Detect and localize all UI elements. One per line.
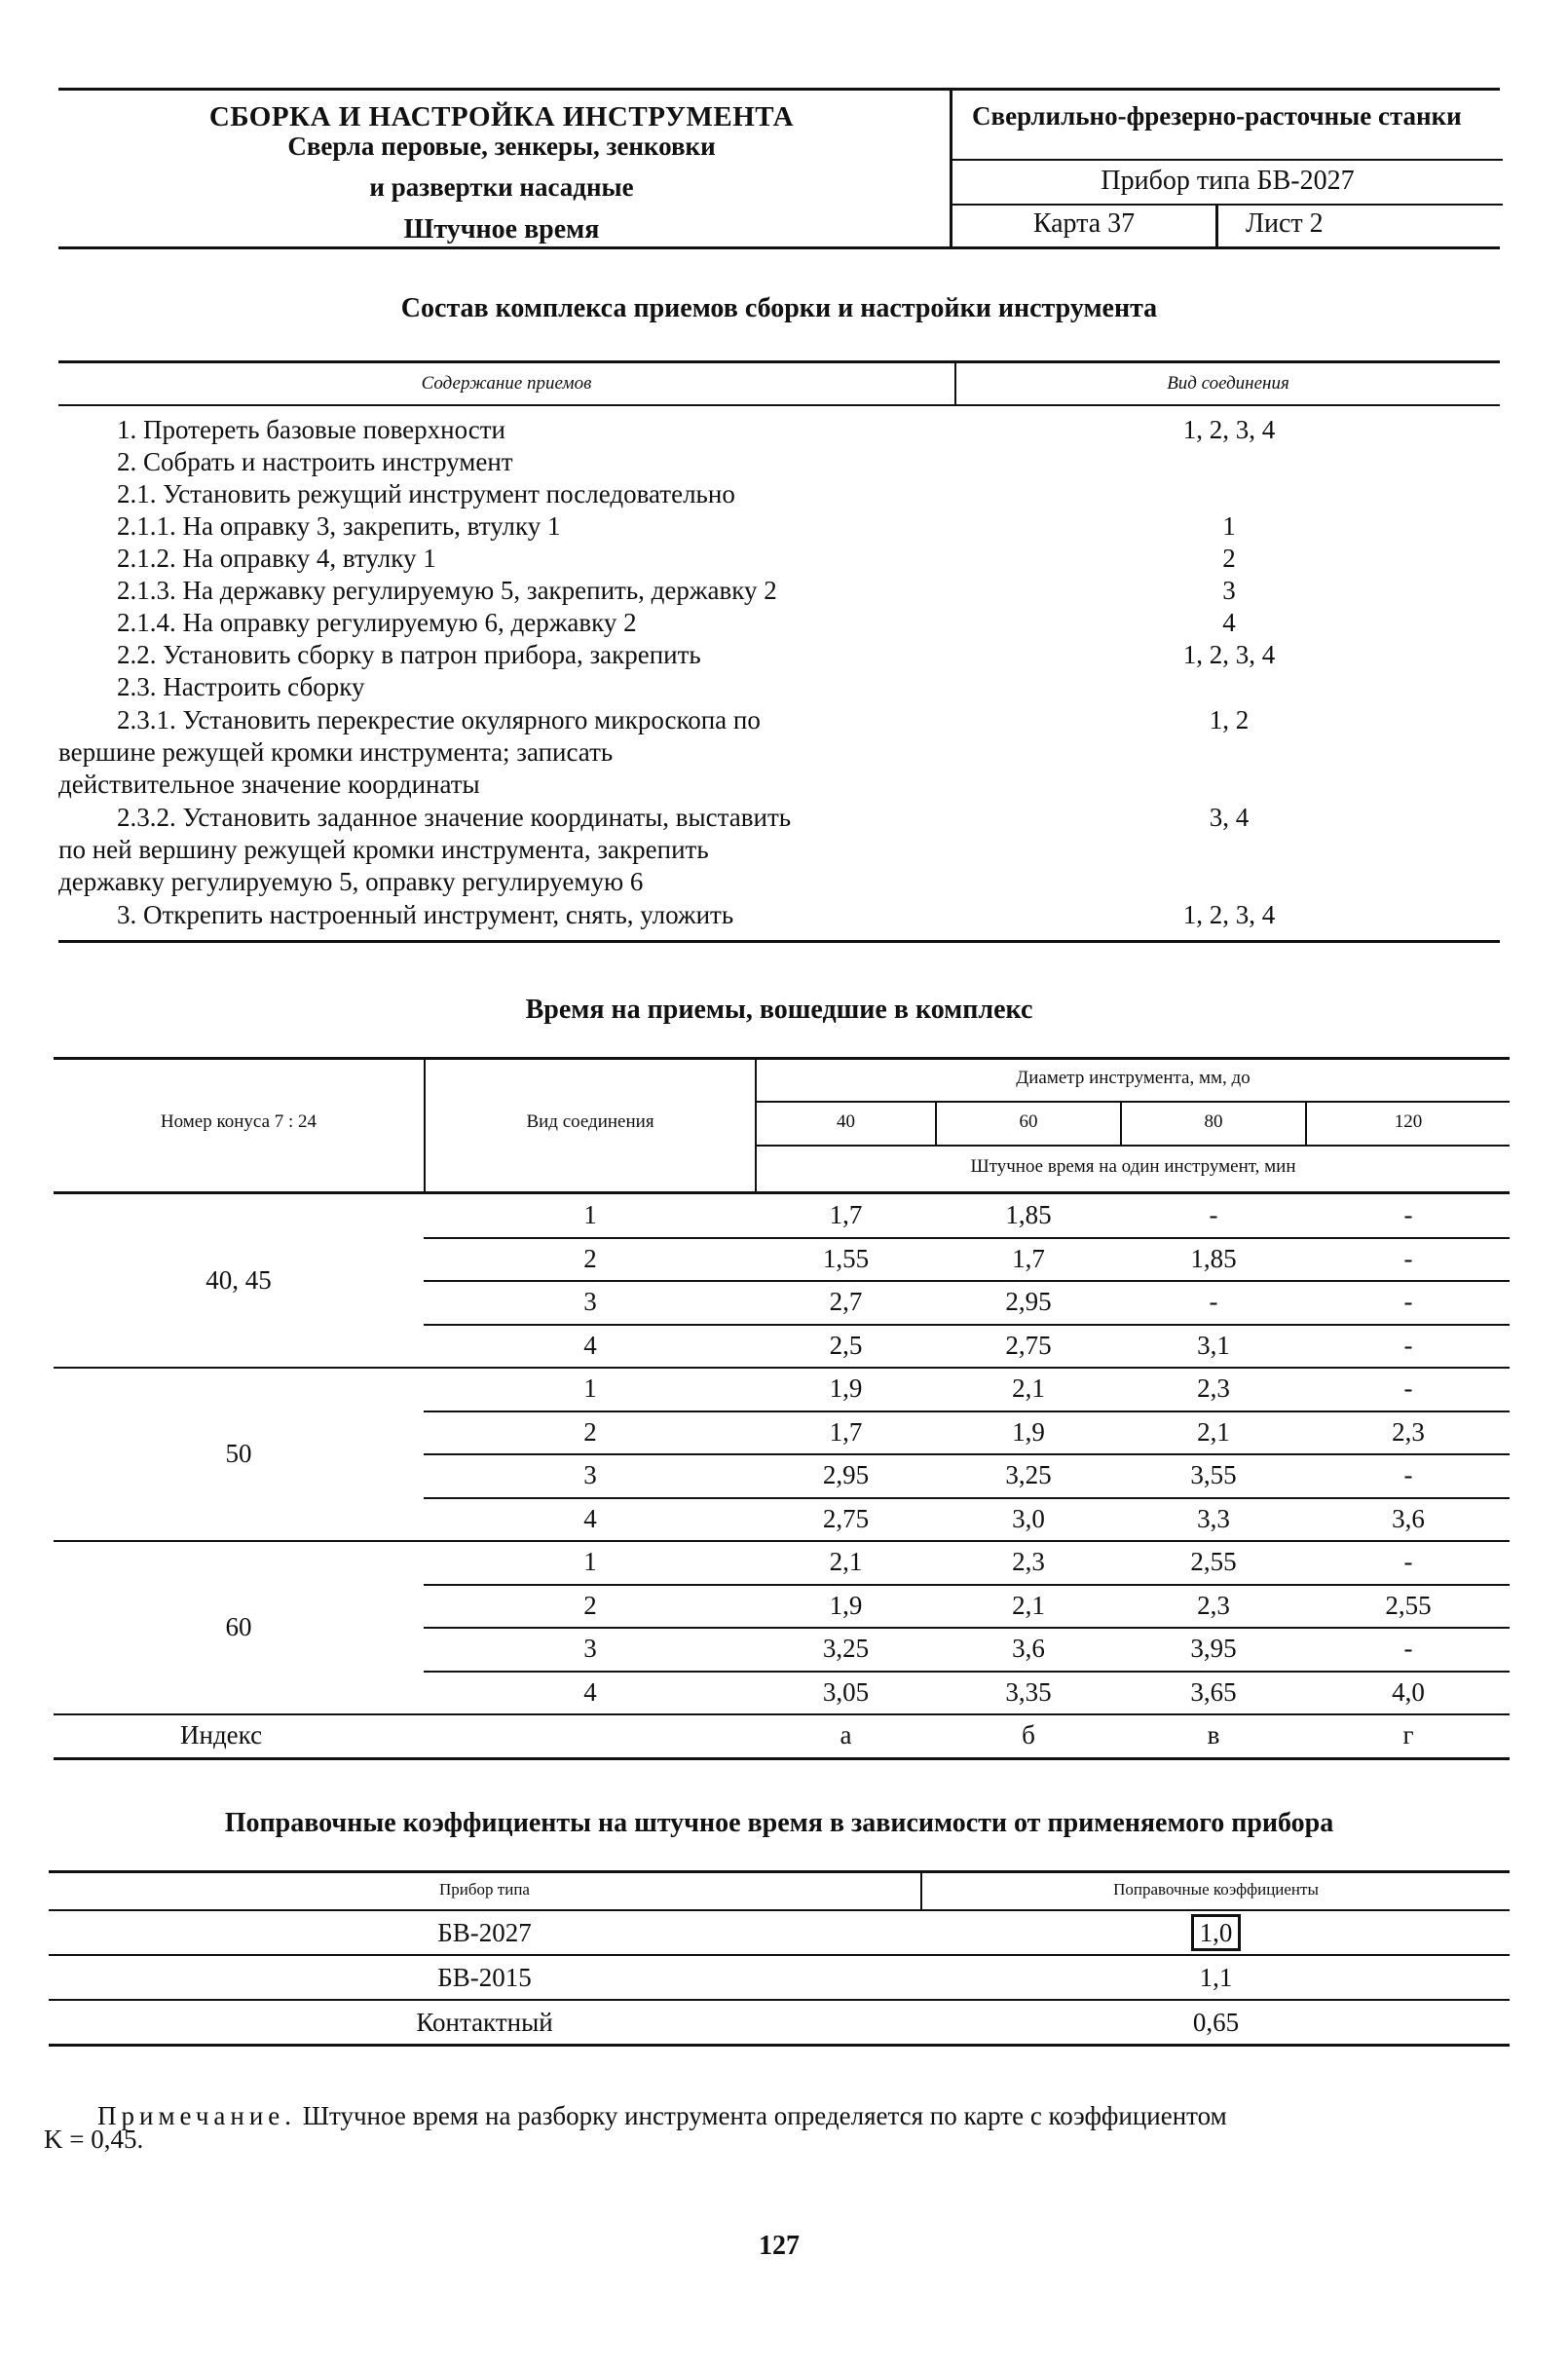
- step-connection: 1, 2: [1209, 705, 1250, 734]
- col-header-device: Прибор типа: [439, 1880, 530, 1899]
- cone-number: 40, 45: [205, 1264, 272, 1295]
- connection-type: 4: [583, 1503, 597, 1533]
- time-value: 2,1: [1012, 1373, 1045, 1403]
- step-text: действительное значение координаты: [58, 770, 480, 799]
- col-header-content: Содержание приемов: [58, 363, 956, 404]
- time-value: 2,95: [822, 1460, 870, 1489]
- step-text: 2.1.2. На оправку 4, втулку 1: [117, 544, 436, 573]
- connection-type: 4: [583, 1676, 597, 1707]
- time-value: -: [1403, 1200, 1413, 1229]
- time-value: -: [1403, 1373, 1413, 1403]
- time-value: 1,9: [829, 1590, 863, 1620]
- time-value: 2,95: [1005, 1287, 1052, 1316]
- note-label: Примечание.: [97, 2101, 297, 2130]
- col-header-coefficient: Поправочные коэффициенты: [1113, 1880, 1319, 1899]
- time-value: 1,85: [1190, 1243, 1237, 1273]
- index-value: г: [1402, 1720, 1414, 1749]
- card-time-type: Штучное время: [403, 214, 600, 245]
- col-header-connection: Вид соединения: [526, 1111, 654, 1132]
- connection-type: 1: [583, 1373, 597, 1403]
- col-header-connection: Вид соединения: [1167, 373, 1289, 394]
- time-value: 2,7: [829, 1287, 863, 1316]
- time-value: -: [1403, 1243, 1413, 1273]
- step-text: 2.3. Настроить сборку: [117, 672, 365, 701]
- time-value: 2,1: [1197, 1416, 1230, 1447]
- connection-type: 3: [583, 1460, 597, 1489]
- step-connection: 1: [1222, 511, 1236, 541]
- col-header-time: Штучное время на один инструмент, мин: [970, 1156, 1296, 1177]
- time-value: 3,25: [1005, 1460, 1052, 1489]
- step-connection: 4: [1222, 608, 1236, 637]
- diameter-40: 40: [837, 1111, 855, 1132]
- connection-type: 2: [583, 1243, 597, 1273]
- time-value: 1,7: [829, 1200, 863, 1229]
- time-value: 3,65: [1190, 1676, 1237, 1707]
- step-text: 2.1. Установить режущий инструмент последовательно: [117, 479, 735, 508]
- operations-table: [58, 360, 1500, 929]
- index-value: б: [1022, 1720, 1035, 1749]
- diameter-60: 60: [1019, 1111, 1038, 1132]
- step-text: 1. Протереть базовые поверхности: [117, 415, 506, 444]
- time-value: 2,75: [822, 1503, 870, 1533]
- time-value: 2,3: [1012, 1547, 1045, 1576]
- time-value: 2,5: [829, 1330, 863, 1360]
- card-number: Карта 37: [952, 204, 1218, 246]
- step-text: 2.3.2. Установить заданное значение координаты, выставить: [117, 803, 792, 832]
- time-value: -: [1403, 1634, 1413, 1663]
- rule: [49, 2044, 1510, 2047]
- index-value: в: [1207, 1720, 1220, 1749]
- step-connection: 1, 2, 3, 4: [1182, 415, 1276, 444]
- time-value: 3,1: [1197, 1330, 1230, 1360]
- section1-title: Состав комплекса приемов сборки и настройки инструмента: [400, 293, 1158, 323]
- time-value: -: [1209, 1200, 1218, 1229]
- time-value: 2,3: [1197, 1373, 1230, 1403]
- step-connection: 2: [1222, 544, 1236, 573]
- step-connection: 3: [1222, 576, 1236, 605]
- time-value: 1,85: [1005, 1200, 1052, 1229]
- time-value: 3,55: [1190, 1460, 1237, 1489]
- connection-type: 1: [583, 1200, 597, 1229]
- device-name: БВ-2027: [437, 1918, 532, 1947]
- card-title-block: [58, 91, 945, 246]
- device-type: Прибор типа БВ-2027: [952, 161, 1503, 206]
- section2-title: Время на приемы, вошедшие в комплекс: [525, 995, 1033, 1025]
- time-value: 2,55: [1385, 1590, 1432, 1620]
- step-text: вершине режущей кромки инструмента; записать: [58, 737, 614, 767]
- col-header-cone: Номер конуса 7 : 24: [160, 1111, 317, 1132]
- step-text: 2.1.1. На оправку 3, закрепить, втулку 1: [117, 511, 561, 541]
- note: [44, 2101, 1505, 2154]
- time-value: 3,0: [1012, 1503, 1045, 1533]
- time-value: -: [1209, 1287, 1218, 1316]
- device-name: Контактный: [416, 2008, 553, 2037]
- coefficient-value: 0,65: [1192, 2008, 1240, 2037]
- rule: [54, 1757, 1510, 1760]
- device-name: БВ-2015: [437, 1963, 532, 1992]
- col-header-diameter: Диаметр инструмента, мм, до: [1016, 1068, 1251, 1088]
- time-value: -: [1403, 1330, 1413, 1360]
- card-meta-block: [950, 91, 1503, 246]
- coefficient-boxed: 1,0: [1191, 1914, 1242, 1951]
- operations-table-bottom-rule: [58, 940, 1500, 943]
- diameter-80: 80: [1204, 1111, 1223, 1132]
- index-label: Индекс: [180, 1720, 263, 1749]
- step-text: 2.3.1. Установить перекрестие окулярного микроскопа по: [117, 705, 761, 734]
- coefficient-value: [922, 1911, 1510, 1954]
- time-value: 1,7: [1012, 1243, 1045, 1273]
- section3-title: Поправочные коэффициенты на штучное время в зависимости от применяемого прибора: [224, 1808, 1334, 1838]
- connection-type: 2: [583, 1416, 597, 1447]
- page-number: 127: [759, 2231, 800, 2261]
- time-value: 1,55: [822, 1243, 870, 1273]
- time-value: -: [1403, 1547, 1413, 1576]
- time-value: 3,3: [1197, 1503, 1230, 1533]
- time-value: 3,95: [1190, 1634, 1237, 1663]
- time-value: 1,9: [1012, 1416, 1045, 1447]
- time-value: 3,05: [822, 1676, 870, 1707]
- time-value: 4,0: [1392, 1676, 1425, 1707]
- cone-number: 60: [225, 1611, 252, 1641]
- card-header: [58, 88, 1500, 249]
- step-text: 2.1.4. На оправку регулируемую 6, державку 2: [117, 608, 637, 637]
- connection-type: 1: [583, 1547, 597, 1576]
- note-formula: K = 0,45.: [44, 2125, 144, 2154]
- time-value: 2,55: [1190, 1547, 1237, 1576]
- step-connection: 1, 2, 3, 4: [1182, 900, 1276, 929]
- time-value: 2,1: [829, 1547, 863, 1576]
- step-text: 2.1.3. На державку регулируемую 5, закрепить, державку 2: [117, 576, 777, 605]
- step-connection: 3, 4: [1209, 803, 1250, 832]
- time-value: 3,35: [1005, 1676, 1052, 1707]
- coefficient-value: 1,1: [1199, 1963, 1233, 1992]
- operations-table-header: [58, 363, 1500, 406]
- time-value: 1,9: [829, 1373, 863, 1403]
- step-connection: 1, 2, 3, 4: [1182, 640, 1276, 669]
- time-value: 2,3: [1197, 1590, 1230, 1620]
- time-value: -: [1403, 1287, 1413, 1316]
- step-text: 3. Открепить настроенный инструмент, снять, уложить: [117, 900, 734, 929]
- machine-type: Сверлильно-фрезерно-расточные станки: [952, 91, 1503, 161]
- step-text: 2.2. Установить сборку в патрон прибора, закрепить: [117, 640, 701, 669]
- note-line: [44, 2101, 1505, 2130]
- time-value: 1,7: [829, 1416, 863, 1447]
- connection-type: 4: [583, 1330, 597, 1360]
- time-value: 2,3: [1392, 1416, 1425, 1447]
- time-value: -: [1403, 1460, 1413, 1489]
- cone-number: 50: [225, 1438, 252, 1468]
- connection-type: 3: [583, 1287, 597, 1316]
- step-text: державку регулируемую 5, оправку регулируемую 6: [58, 867, 644, 896]
- time-value: 2,1: [1012, 1590, 1045, 1620]
- connection-type: 2: [583, 1590, 597, 1620]
- card-subtitle: Сверла перовые, зенкеры, зенковки: [287, 132, 716, 161]
- sheet-number: Лист 2: [1246, 208, 1324, 239]
- card-subtitle-2: и развертки насадные: [369, 172, 634, 202]
- step-text: по ней вершину режущей кромки инструмента, закрепить: [58, 835, 709, 864]
- diameter-120: 120: [1394, 1111, 1423, 1132]
- time-value: 2,75: [1005, 1330, 1052, 1360]
- time-value: 3,25: [822, 1634, 870, 1663]
- note-text: Штучное время на разборку инструмента определяется по карте с коэффициентом: [296, 2101, 1227, 2130]
- card-title: СБОРКА И НАСТРОЙКА ИНСТРУМЕНТА: [208, 101, 795, 132]
- step-text: 2. Собрать и настроить инструмент: [117, 447, 513, 476]
- time-value: 3,6: [1392, 1503, 1425, 1533]
- connection-type: 3: [583, 1634, 597, 1663]
- time-value: 3,6: [1012, 1634, 1045, 1663]
- index-value: а: [840, 1720, 852, 1749]
